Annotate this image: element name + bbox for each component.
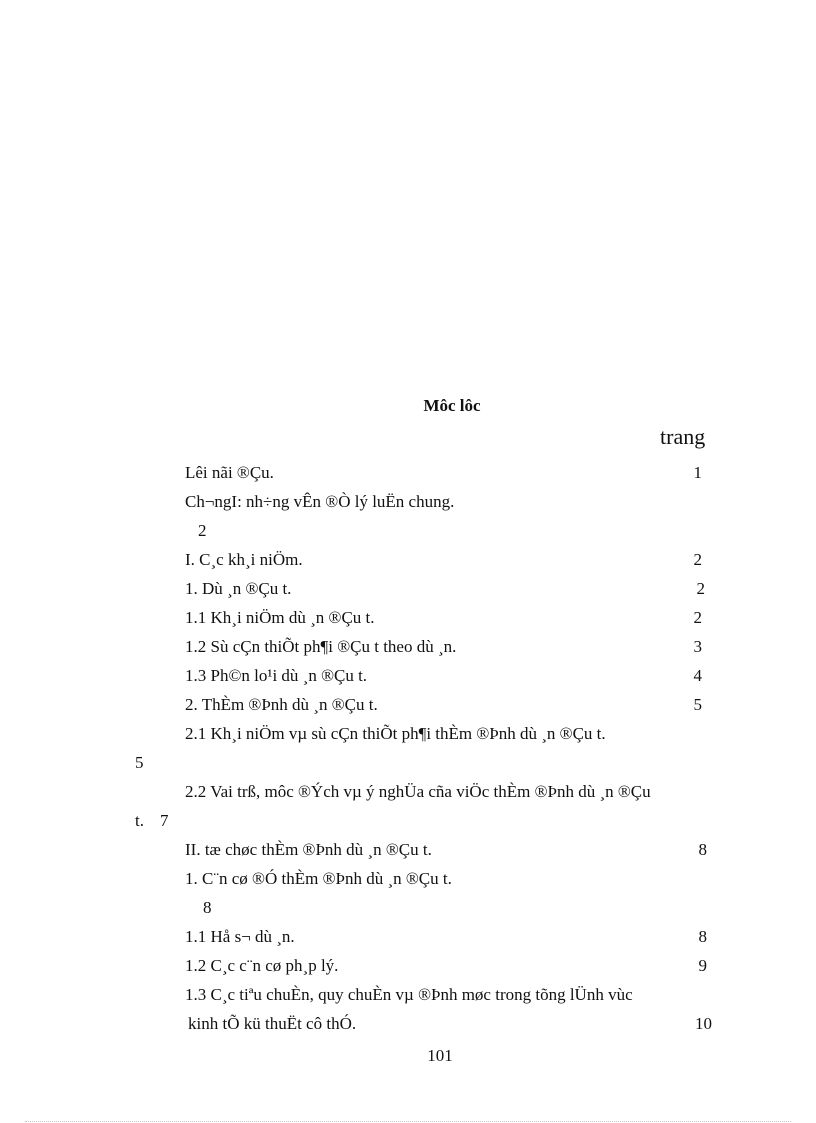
toc-page-number: 5 [693, 695, 702, 714]
toc-page-number: 2 [696, 579, 705, 598]
toc-entry: 1.1 Kh¸i niÖm dù ¸n ®Çu t. [185, 608, 375, 627]
footer-page-number: 101 [427, 1046, 453, 1065]
toc-entry: II. tæ chøc thÈm ®Þnh dù ¸n ®Çu t. [185, 840, 432, 859]
toc-page-number: 4 [693, 666, 702, 685]
page-bottom-divider [25, 1121, 791, 1122]
toc-entry: 2.1 Kh¸i niÖm vµ sù cÇn thiÕt ph¶i thÈm ®Þnh dù ¸n ®Çu t. [185, 724, 606, 743]
toc-entry: Ch¬ngI: nh÷ng vÊn ®Ò lý luËn chung. [185, 492, 455, 511]
toc-entry: 1.2 Sù cÇn thiÕt ph¶i ®Çu t theo dù ¸n. [185, 637, 457, 656]
toc-entry: 1.1 Hå s¬ dù ¸n. [185, 927, 295, 946]
toc-entry-continuation: t. [135, 811, 144, 830]
toc-page-number: 2 [693, 608, 702, 627]
toc-page-number: 9 [698, 956, 707, 975]
toc-page-number: 8 [698, 927, 707, 946]
toc-entry: I. C¸c kh¸i niÖm. [185, 550, 303, 569]
toc-page-number: 2 [693, 550, 702, 569]
toc-page-number: 8 [698, 840, 707, 859]
toc-page-number: 1 [693, 463, 702, 482]
toc-page-number: 8 [203, 898, 212, 917]
toc-entry: 1.2 C¸c c¨n cø ph¸p lý. [185, 956, 339, 975]
toc-entry: Lêi nãi ®Çu. [185, 463, 274, 482]
toc-page-number: 3 [693, 637, 702, 656]
toc-page-number: 7 [160, 811, 169, 830]
toc-page-number: 10 [695, 1014, 712, 1033]
toc-page-number: 2 [198, 521, 207, 540]
toc-title: Môc lôc [423, 396, 481, 415]
toc-entry-continuation: kinh tÕ kü thuËt cô thÓ. [188, 1014, 357, 1033]
page-column-label: trang [660, 424, 706, 449]
toc-entry: 2.2 Vai trß, môc ®Ých vµ ý nghÜa cña viÖc thÈm ®Þnh dù ¸n ®Çu [185, 782, 651, 801]
toc-entry: 1. C¨n cø ®Ó thÈm ®Þnh dù ¸n ®Çu t. [185, 869, 452, 888]
toc-entry: 1.3 Ph©n lo¹i dù ¸n ®Çu t. [185, 666, 368, 685]
toc-entry: 1. Dù ¸n ®Çu t. [185, 579, 292, 598]
toc-entry: 1.3 C¸c tiªu chuÈn, quy chuÈn vµ ®Þnh møc trong tõng lÜnh vùc [185, 985, 633, 1004]
toc-page-number: 5 [135, 753, 144, 772]
toc-entry: 2. ThÈm ®Þnh dù ¸n ®Çu t. [185, 695, 378, 714]
